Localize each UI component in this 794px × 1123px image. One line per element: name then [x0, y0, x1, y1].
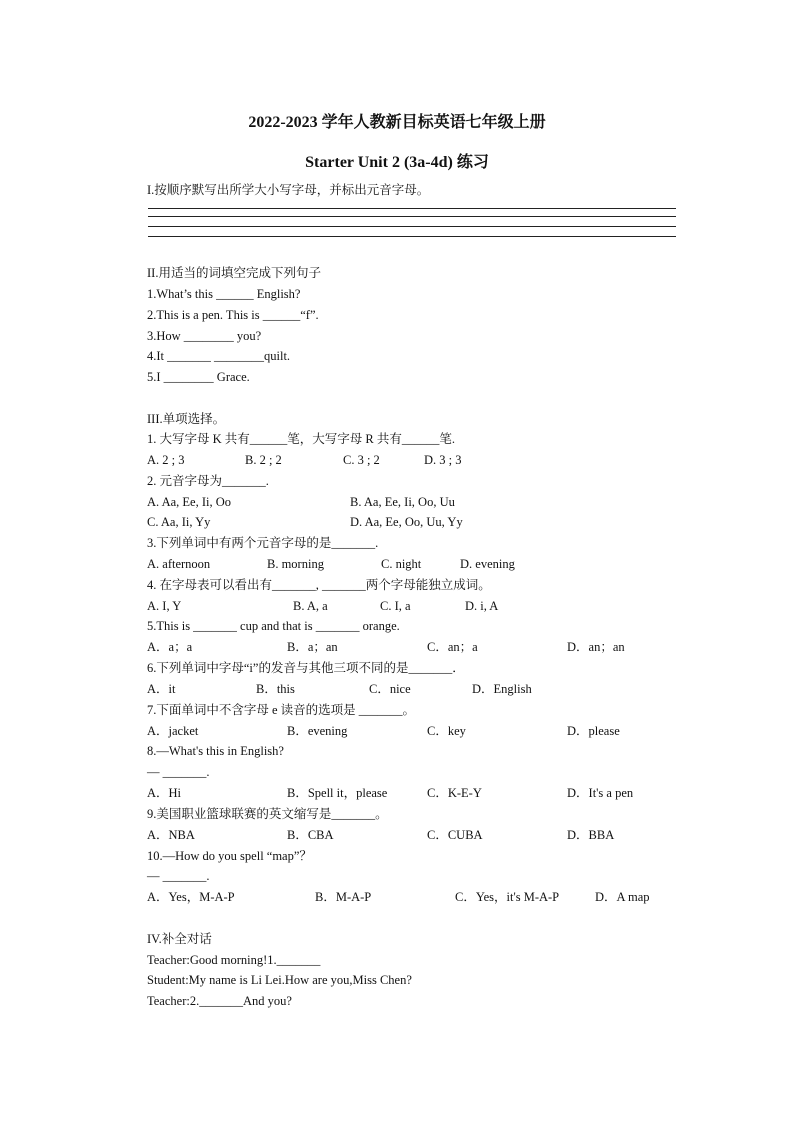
option-b: B．a；an	[287, 640, 338, 654]
option-a: A．it	[147, 682, 176, 696]
fill-item: 5.I ________ Grace.	[147, 370, 250, 384]
section-3-heading: III.单项选择。	[147, 412, 226, 426]
option-d: D．A map	[595, 890, 650, 904]
option-a: A．Hi	[147, 786, 182, 800]
option-b: B. morning	[267, 557, 324, 571]
option-c: C. night	[381, 557, 422, 571]
writing-line	[148, 226, 676, 227]
question-8-answer-blank: — _______.	[147, 765, 210, 779]
option-d: D. i, A	[465, 599, 499, 613]
worksheet-title: 2022-2023 学年人教新目标英语七年级上册	[248, 114, 546, 131]
option-b: B．M-A-P	[315, 890, 372, 904]
option-a: A．NBA	[147, 828, 195, 842]
fill-item: 4.It _______ ________quilt.	[147, 349, 291, 363]
option-c: C．key	[427, 724, 466, 738]
section-1-heading: I.按顺序默写出所学大小写字母，并标出元音字母。	[147, 183, 430, 197]
question-1: 1. 大写字母 K 共有______笔，大写字母 R 共有______笔.	[147, 432, 455, 446]
question-4: 4. 在字母表可以看出有_______, _______两个字母能独立成词。	[147, 578, 491, 592]
option-d: D. evening	[460, 557, 515, 571]
option-d: D．BBA	[567, 828, 615, 842]
dialogue-line: Teacher:Good morning!1._______	[147, 953, 321, 967]
question-10-answer-blank: — _______.	[147, 869, 210, 883]
option-d: D．please	[567, 724, 620, 738]
question-8: 8.—What's this in English?	[147, 744, 284, 758]
dialogue-line: Teacher:2._______And you?	[147, 994, 292, 1008]
fill-item: 2.This is a pen. This is ______“f”.	[147, 308, 319, 322]
question-9: 9.美国职业篮球联赛的英文缩写是_______。	[147, 807, 388, 821]
worksheet-subtitle: Starter Unit 2 (3a-4d) 练习	[305, 154, 489, 171]
option-b: B．this	[256, 682, 295, 696]
option-b: B．Spell it，please	[287, 786, 388, 800]
section-2-heading: II.用适当的词填空完成下列句子	[147, 266, 321, 280]
option-d: D．It's a pen	[567, 786, 634, 800]
option-a: A. I, Y	[147, 599, 182, 613]
option-a: A．Yes，M-A-P	[147, 890, 235, 904]
question-2: 2. 元音字母为_______.	[147, 474, 269, 488]
question-6: 6.下列单词中字母“i”的发音与其他三项不同的是_______．	[147, 661, 465, 675]
option-b: B. A, a	[293, 599, 328, 613]
option-d: D. Aa, Ee, Oo, Uu, Yy	[350, 515, 463, 529]
option-c: C．nice	[369, 682, 411, 696]
option-a: A. Aa, Ee, Ii, Oo	[147, 495, 232, 509]
question-3: 3.下列单词中有两个元音字母的是_______.	[147, 536, 379, 550]
option-b: B．CBA	[287, 828, 334, 842]
option-c: C. 3 ; 2	[343, 453, 380, 467]
option-c: C. Aa, Ii, Yy	[147, 515, 211, 529]
option-b: B．evening	[287, 724, 348, 738]
writing-line	[148, 216, 676, 217]
option-c: C．CUBA	[427, 828, 483, 842]
option-c: C. I, a	[380, 599, 411, 613]
option-a: A．a；a	[147, 640, 193, 654]
section-4-heading: IV.补全对话	[147, 932, 212, 946]
option-c: C．K-E-Y	[427, 786, 482, 800]
fill-item: 3.How ________ you?	[147, 329, 262, 343]
question-7: 7.下面单词中不含字母 e 读音的选项是 _______。	[147, 703, 416, 717]
option-b: B. 2 ; 2	[245, 453, 282, 467]
option-a: A. 2 ; 3	[147, 453, 185, 467]
writing-line	[148, 236, 676, 237]
option-c: C．Yes，it's M-A-P	[455, 890, 560, 904]
option-b: B. Aa, Ee, Ii, Oo, Uu	[350, 495, 455, 509]
option-c: C．an；a	[427, 640, 478, 654]
writing-line	[148, 208, 676, 209]
option-d: D．English	[472, 682, 532, 696]
option-a: A．jacket	[147, 724, 199, 738]
dialogue-line: Student:My name is Li Lei.How are you,Miss Chen?	[147, 973, 412, 987]
question-5: 5.This is _______ cup and that is _______ orange.	[147, 619, 400, 633]
option-a: A. afternoon	[147, 557, 211, 571]
option-d: D．an；an	[567, 640, 625, 654]
fill-item: 1.What’s this ______ English?	[147, 287, 301, 301]
question-10: 10.—How do you spell “map”？	[147, 849, 312, 863]
option-d: D. 3 ; 3	[424, 453, 462, 467]
